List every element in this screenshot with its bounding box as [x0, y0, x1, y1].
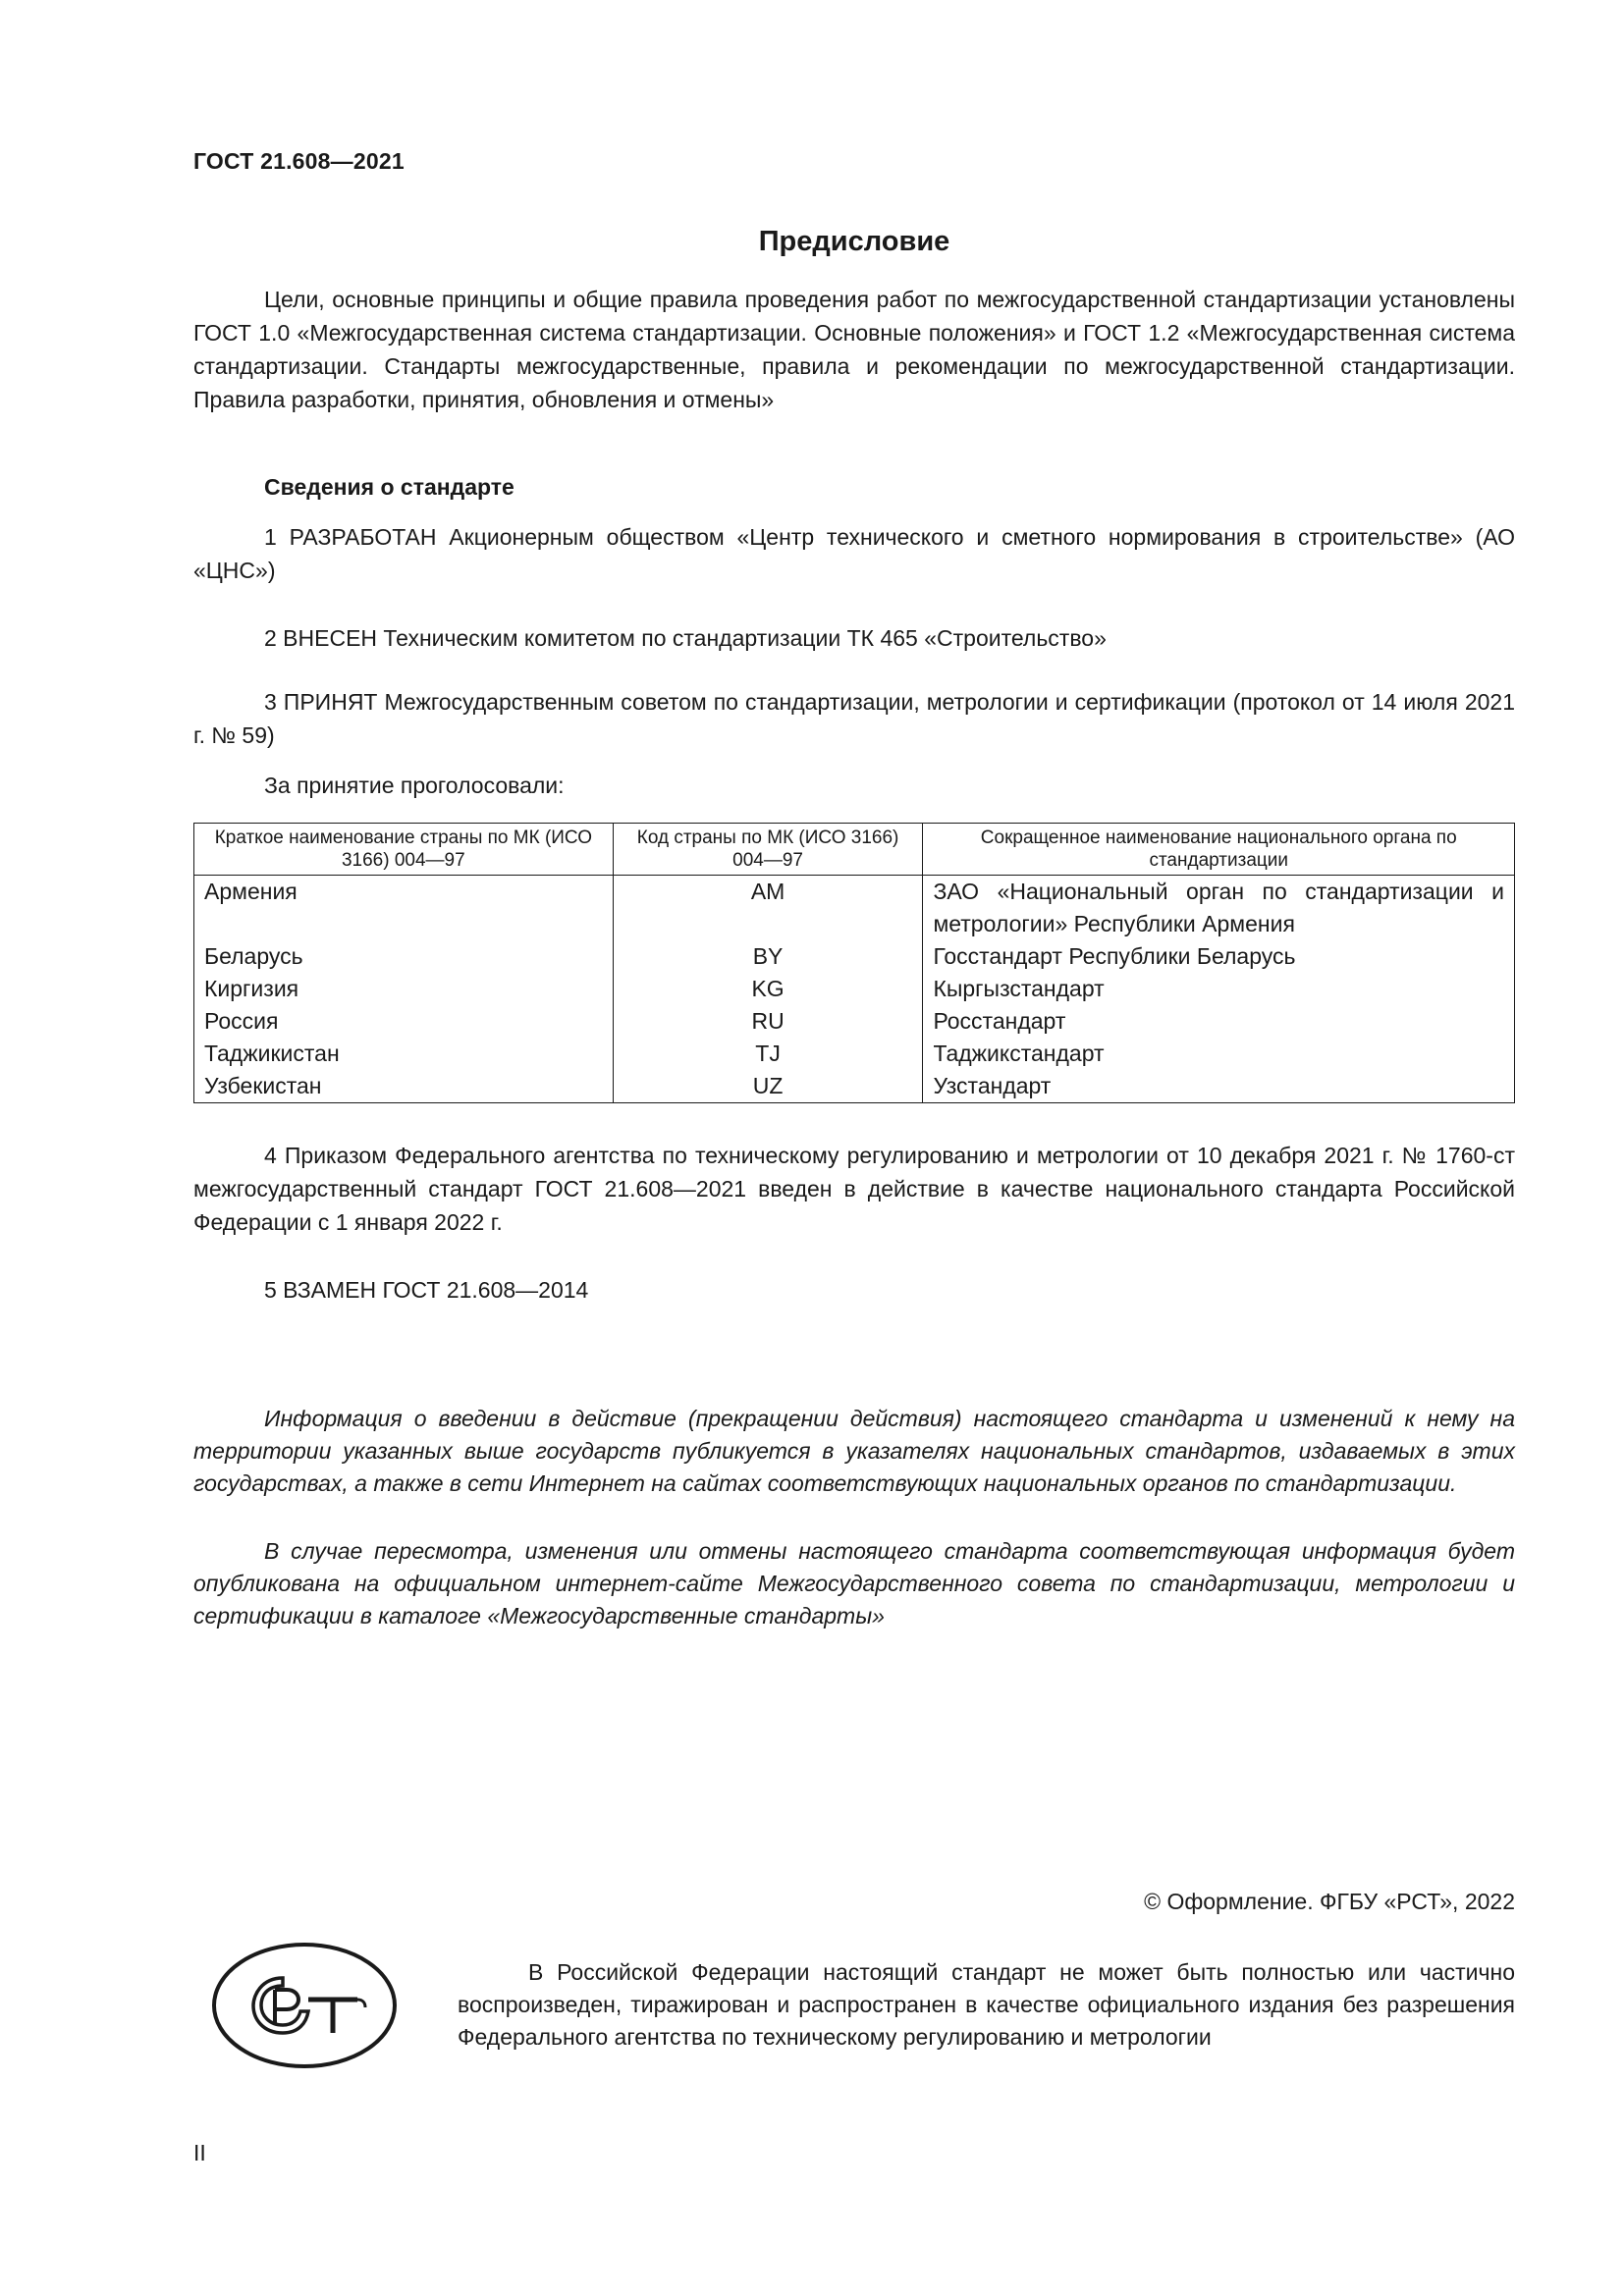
country-cell: Россия [194, 1005, 614, 1038]
column-header-body: Сокращенное наименование национального органа по стандартизации [923, 824, 1515, 876]
italic-note-2: В случае пересмотра, изменения или отмены настоящего стандарта соответствующая информация будет опубликована на официальном интернет-сайте Межгосударственного совета по стандартизации, метрологии и сертификации в каталоге «Межгосударственные стандарты» [193, 1538, 1515, 1629]
table-row [194, 1038, 1515, 1070]
page-title: Предисловие [758, 226, 950, 257]
item-5-replaces: 5 ВЗАМЕН ГОСТ 21.608—2014 [264, 1277, 589, 1303]
reproduction-notice: В Российской Федерации настоящий стандарт не может быть полностью или частично воспроизведен, тиражирован и распространен в качестве официального издания без разрешения Федерального агентства по техническому регулированию и метрологии [458, 1959, 1515, 2050]
item-4-order: 4 Приказом Федерального агентства по техническому регулированию и метрологии от 10 декабря 2021 г. № 1760-ст межгосударственный стандарт ГОСТ 21.608—2021 введен в действие в качестве национального стандарта Российской Федерации с 1 января 2022 г. [193, 1143, 1515, 1235]
table-row [194, 876, 1515, 941]
code-cell: KG [613, 973, 923, 1005]
item-2-submitted: 2 ВНЕСЕН Техническим комитетом по стандартизации ТК 465 «Строительство» [264, 625, 1107, 651]
code-cell: UZ [613, 1070, 923, 1103]
body-cell: Узстандарт [923, 1070, 1515, 1103]
intro-paragraph: Цели, основные принципы и общие правила проведения работ по межгосударственной стандартизации установлены ГОСТ 1.0 «Межгосударственная система стандартизации. Основные положения» и ГОСТ 1.2 «Межгосударственная система стандартизации. Стандарты межгосударственные, правила и рекомендации по межгосударственной стандартизации. Правила разработки, принятия, обновления и отмены» [193, 287, 1515, 412]
voted-label: За принятие проголосовали: [264, 773, 565, 798]
table-row [194, 940, 1515, 973]
country-cell: Узбекистан [194, 1070, 614, 1103]
column-header-country: Краткое наименование страны по МК (ИСО 3166) 004—97 [194, 824, 614, 876]
body-cell: Росстандарт [923, 1005, 1515, 1038]
info-heading: Сведения о стандарте [264, 474, 514, 500]
country-cell: Беларусь [194, 940, 614, 973]
document-code: ГОСТ 21.608—2021 [193, 148, 405, 174]
country-cell: Таджикистан [194, 1038, 614, 1070]
body-cell: Госстандарт Республики Беларусь [923, 940, 1515, 973]
copyright-notice: © Оформление. ФГБУ «РСТ», 2022 [1144, 1889, 1515, 1914]
voting-table [193, 823, 1515, 1103]
table-header-row [194, 824, 1515, 876]
table-row [194, 1070, 1515, 1103]
code-cell: RU [613, 1005, 923, 1038]
country-cell: Киргизия [194, 973, 614, 1005]
country-cell: Армения [194, 876, 614, 941]
code-cell: AM [613, 876, 923, 941]
body-cell: ЗАО «Национальный орган по стандартизации и метрологии» Республики Армения [923, 876, 1515, 941]
body-cell: Кыргызстандарт [923, 973, 1515, 1005]
item-1-developed: 1 РАЗРАБОТАН Акционерным обществом «Центр технического и сметного нормирования в строительстве» (АО «ЦНС») [193, 524, 1515, 583]
code-cell: TJ [613, 1038, 923, 1070]
rst-logo-icon [210, 1941, 399, 2070]
table-row [194, 973, 1515, 1005]
italic-note-1: Информация о введении в действие (прекращении действия) настоящего стандарта и изменений к нему на территории указанных выше государств публикуется в указателях национальных стандартов, издаваемых в этих государствах, а также в сети Интернет на сайтах соответствующих национальных органов по стандартизации. [193, 1406, 1515, 1496]
body-cell: Таджикстандарт [923, 1038, 1515, 1070]
page-number: II [193, 2140, 206, 2165]
table-row [194, 1005, 1515, 1038]
code-cell: BY [613, 940, 923, 973]
item-3-adopted: 3 ПРИНЯТ Межгосударственным советом по стандартизации, метрологии и сертификации (протокол от 14 июля 2021 г. № 59) [193, 689, 1515, 748]
column-header-code: Код страны по МК (ИСО 3166) 004—97 [613, 824, 923, 876]
